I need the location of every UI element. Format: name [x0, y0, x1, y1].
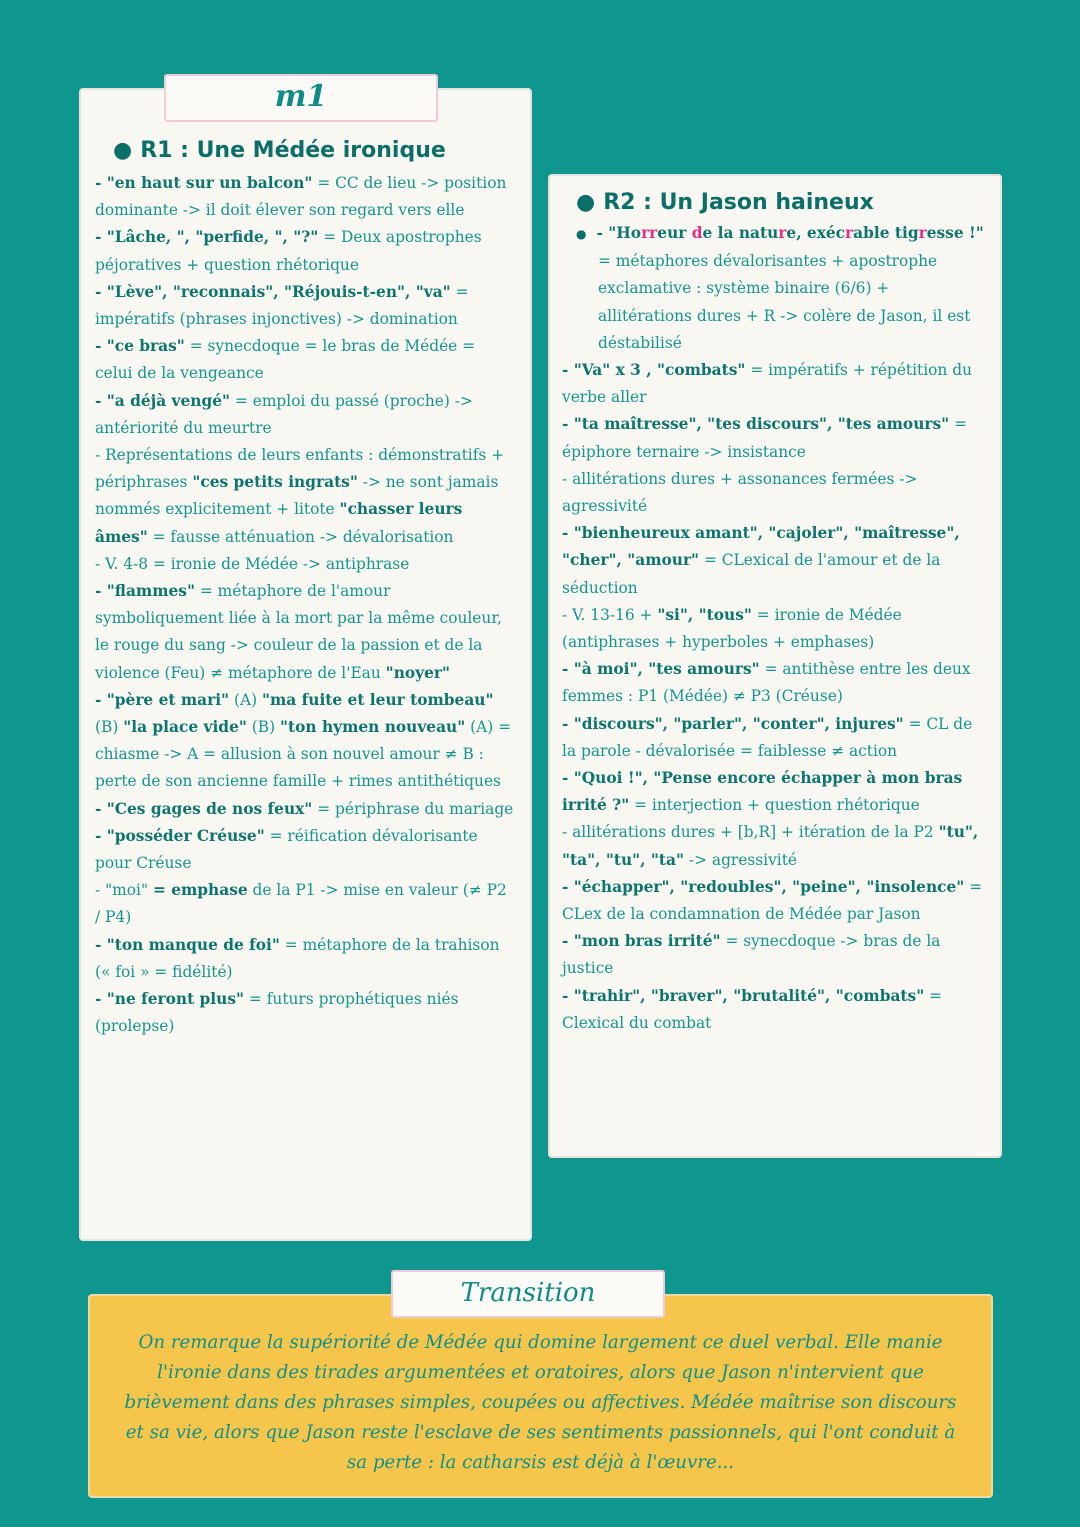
- r1-line: - "posséder Créuse" = réification dévalorisante pour Créuse: [95, 826, 478, 873]
- m1-label: m1: [164, 74, 438, 122]
- r1-line: - "Lève", "reconnais", "Réjouis-t-en", "va" = impératifs (phrases injonctives) -> domination: [95, 282, 469, 329]
- r2-line: - "trahir", "braver", "brutalité", "combats" = Clexical du combat: [562, 986, 943, 1032]
- r1-line: - "ne feront plus" = futurs prophétiques niés (prolepse): [95, 990, 459, 1036]
- bullet-icon: ●: [576, 227, 587, 241]
- r2-line: - "échapper", "redoubles", "peine", "insolence" = CLex de la condamnation de Médée par Jason: [562, 877, 983, 924]
- r1-line: - "ton manque de foi" = métaphore de la trahison (« foi » = fidélité): [95, 935, 500, 981]
- r2-line: - V. 13-16 + "si", "tous" = ironie de Médée (antiphrases + hyperboles + emphases): [562, 605, 902, 652]
- r2-line: - "à moi", "tes amours" = antithèse entre les deux femmes : P1 (Médée) ≠ P3 (Créuse): [562, 660, 971, 706]
- r2-line: - "ta maîtresse", "tes discours", "tes amours" = épiphore ternaire -> insistance: [562, 415, 967, 461]
- r1-line: - "a déjà vengé" = emploi du passé (proche) -> antériorité du meurtre: [95, 391, 473, 437]
- bullet-icon: ●: [113, 138, 133, 163]
- r2-line: - "Va" x 3 , "combats" = impératifs + répétition du verbe aller: [562, 361, 972, 407]
- r1-line: - "moi" = emphase de la P1 -> mise en valeur (≠ P2 / P4): [95, 881, 507, 927]
- r1-heading: ● R1 : Une Médée ironique: [113, 138, 446, 163]
- r1-line: - "Ces gages de nos feux" = périphrase du mariage: [95, 799, 514, 818]
- transition-box: [88, 1294, 993, 1498]
- r2-line: - "Quoi !", "Pense encore échapper à mon bras irrité ?" = interjection + question rhétorique: [562, 769, 963, 815]
- r2-first-item: ● - "Horreur de la nature, exécrable tigresse !" = métaphores dévalorisantes + apostrophe exclamative : système binaire (6/6) + allitérations dures + R -> colère de Jason, il est déstabilisé: [576, 224, 984, 352]
- r1-line: - "ce bras" = synecdoque = le bras de Médée = celui de la vengeance: [95, 337, 476, 383]
- r2-line: - "mon bras irrité" = synecdoque -> bras de la justice: [562, 932, 941, 978]
- r1-line: - "flammes" = métaphore de l'amour symboliquement liée à la mort par la même couleur, le rouge du sang -> couleur de la passion et de la violence (Feu) ≠ métaphore de l'Eau "noyer": [95, 582, 502, 682]
- r2-heading: ● R2 : Un Jason haineux: [576, 190, 874, 215]
- r1-line: - "Lâche, ", "perfide, ", "?" = Deux apostrophes péjoratives + question rhétorique: [95, 228, 482, 274]
- r1-line: - V. 4-8 = ironie de Médée -> antiphrase: [95, 554, 410, 573]
- transition-text: On remarque la supériorité de Médée qui domine largement ce duel verbal. Elle manie l'ironie dans des tirades argumentées et oratoires, alors que Jason n'intervient que brièvement dans des phrases simples, coupées ou affectives. Médée maîtrise son discours et sa vie, alors que Jason reste l'esclave de ses sentiments passionnels, qui l'ont conduit à sa perte : la catharsis est déjà à l'œuvre...: [124, 1332, 957, 1473]
- r2-line: - "bienheureux amant", "cajoler", "maîtresse", "cher", "amour" = CLexical de l'amour et de la séduction: [562, 524, 960, 597]
- transition-label: Transition: [391, 1270, 665, 1318]
- card-r1: [79, 88, 532, 1241]
- r2-line: - allitérations dures + assonances fermées -> agressivité: [562, 469, 918, 516]
- r2-line: - allitérations dures + [b,R] + itération de la P2 "tu", "ta", "tu", "ta" -> agressivité: [562, 823, 979, 869]
- r1-body: [95, 170, 516, 1041]
- r2-line: - "discours", "parler", "conter", injures" = CL de la parole - dévalorisée = faiblesse ≠ action: [562, 714, 973, 760]
- r2-body: [562, 220, 986, 1037]
- bullet-icon: ●: [576, 190, 596, 215]
- r1-line: - Représentations de leurs enfants : démonstratifs + périphrases "ces petits ingrats" -> ne sont jamais nommés explicitement + litote "chasser leurs âmes" = fausse atténuation -> dévalorisation: [95, 446, 505, 546]
- r1-line: - "père et mari" (A) "ma fuite et leur tombeau" (B) "la place vide" (B) "ton hymen nouveau" (A) = chiasme -> A = allusion à son nouvel amour ≠ B : perte de son ancienne famille + rimes antithétiques: [95, 690, 512, 791]
- r1-line: - "en haut sur un balcon" = CC de lieu -> position dominante -> il doit élever son regard vers elle: [95, 174, 507, 220]
- card-r2: [548, 174, 1002, 1158]
